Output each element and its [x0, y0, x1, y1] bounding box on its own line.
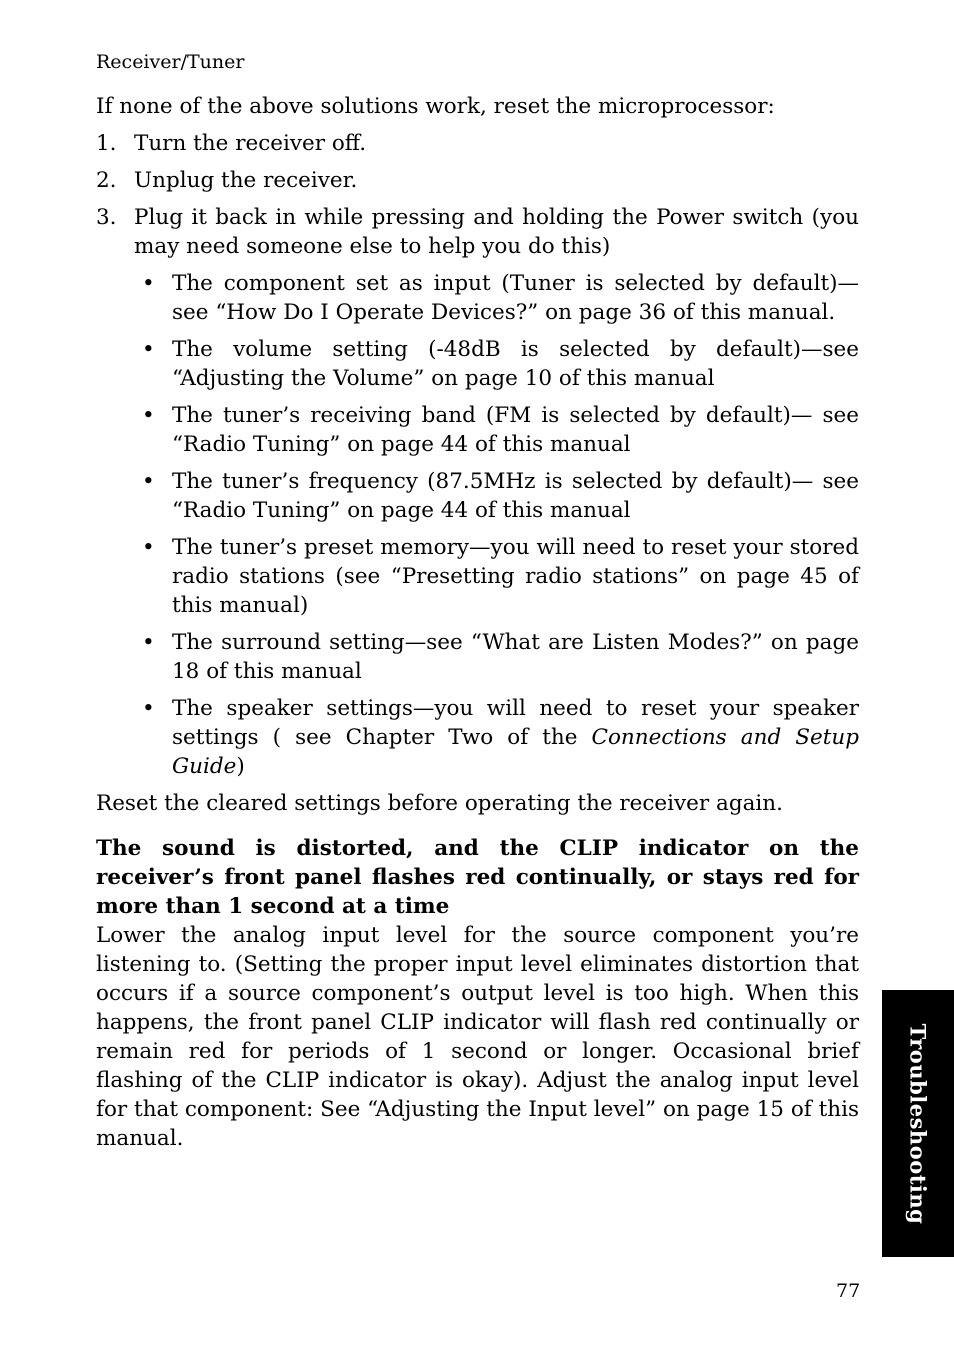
step-text: Unplug the receiver.	[134, 168, 358, 193]
page-content	[96, 92, 859, 1153]
step-item	[96, 203, 859, 261]
bullet-item	[96, 533, 859, 620]
bullet-icon: •	[142, 535, 155, 560]
bullet-text: The surround setting—see “What are Listen Modes?” on page 18 of this manual	[172, 630, 859, 684]
reset-note: Reset the cleared settings before operating the receiver again.	[96, 791, 783, 816]
bullet-icon: •	[142, 696, 155, 721]
bullet-text: The component set as input (Tuner is selected by default)—see “How Do I Operate Devices?” on page 36 of this manual.	[172, 271, 859, 325]
step-text: Turn the receiver off.	[134, 131, 367, 156]
guide-title: Connections and Setup Guide	[172, 725, 859, 779]
bullet-icon: •	[142, 337, 155, 362]
bullet-text-prefix: The speaker settings—you will need to reset your speaker settings ( see Chapter Two of the	[172, 696, 859, 750]
page-number: 77	[836, 1280, 861, 1302]
bullet-text: The tuner’s receiving band (FM is selected by default)— see “Radio Tuning” on page 44 of this manual	[172, 403, 859, 457]
step-item	[96, 166, 859, 195]
bullet-text: The volume setting (-48dB is selected by default)—see “Adjusting the Volume” on page 10 of this manual	[172, 337, 859, 391]
side-tab-label: Troubleshooting	[905, 1023, 931, 1224]
step-text: Plug it back in while pressing and holding the Power switch (you may need someone else to help you do this)	[134, 205, 859, 259]
bullet-item	[96, 628, 859, 686]
bullet-item	[96, 401, 859, 459]
bullet-item	[96, 335, 859, 393]
step-number: 2.	[96, 168, 117, 193]
reset-steps-list	[96, 129, 859, 261]
bullet-text: The tuner’s preset memory—you will need to reset your stored radio stations (see “Presetting radio stations” on page 45 of this manual)	[172, 535, 859, 618]
bullet-icon: •	[142, 630, 155, 655]
chapter-side-tab	[882, 990, 954, 1257]
bullet-icon: •	[142, 469, 155, 494]
step-number: 3.	[96, 205, 117, 230]
bullet-item	[96, 269, 859, 327]
bullet-text-suffix: )	[236, 754, 245, 779]
intro-paragraph: If none of the above solutions work, reset the microprocessor:	[96, 94, 775, 119]
step-item	[96, 129, 859, 158]
bullet-text: The tuner’s frequency (87.5MHz is selected by default)— see “Radio Tuning” on page 44 of this manual	[172, 469, 859, 523]
section-heading: The sound is distorted, and the CLIP indicator on the receiver’s front panel flashes red continually, or stays red for more than 1 second at a time	[96, 836, 859, 919]
bullet-icon: •	[142, 403, 155, 428]
bullet-item	[96, 694, 859, 781]
step-number: 1.	[96, 131, 117, 156]
cleared-settings-list	[96, 269, 859, 781]
section-body: Lower the analog input level for the source component you’re listening to. (Setting the proper input level eliminates distortion that occurs if a source component’s output level is too high. When this happens, the front panel CLIP indicator will flash red continually or remain red for periods of 1 second or longer. Occasional brief flashing of the CLIP indicator is okay). Adjust the analog input level for that component: See “Adjusting the Input level” on page 15 of this manual.	[96, 923, 859, 1151]
bullet-icon: •	[142, 271, 155, 296]
bullet-item	[96, 467, 859, 525]
running-header: Receiver/Tuner	[96, 51, 245, 73]
